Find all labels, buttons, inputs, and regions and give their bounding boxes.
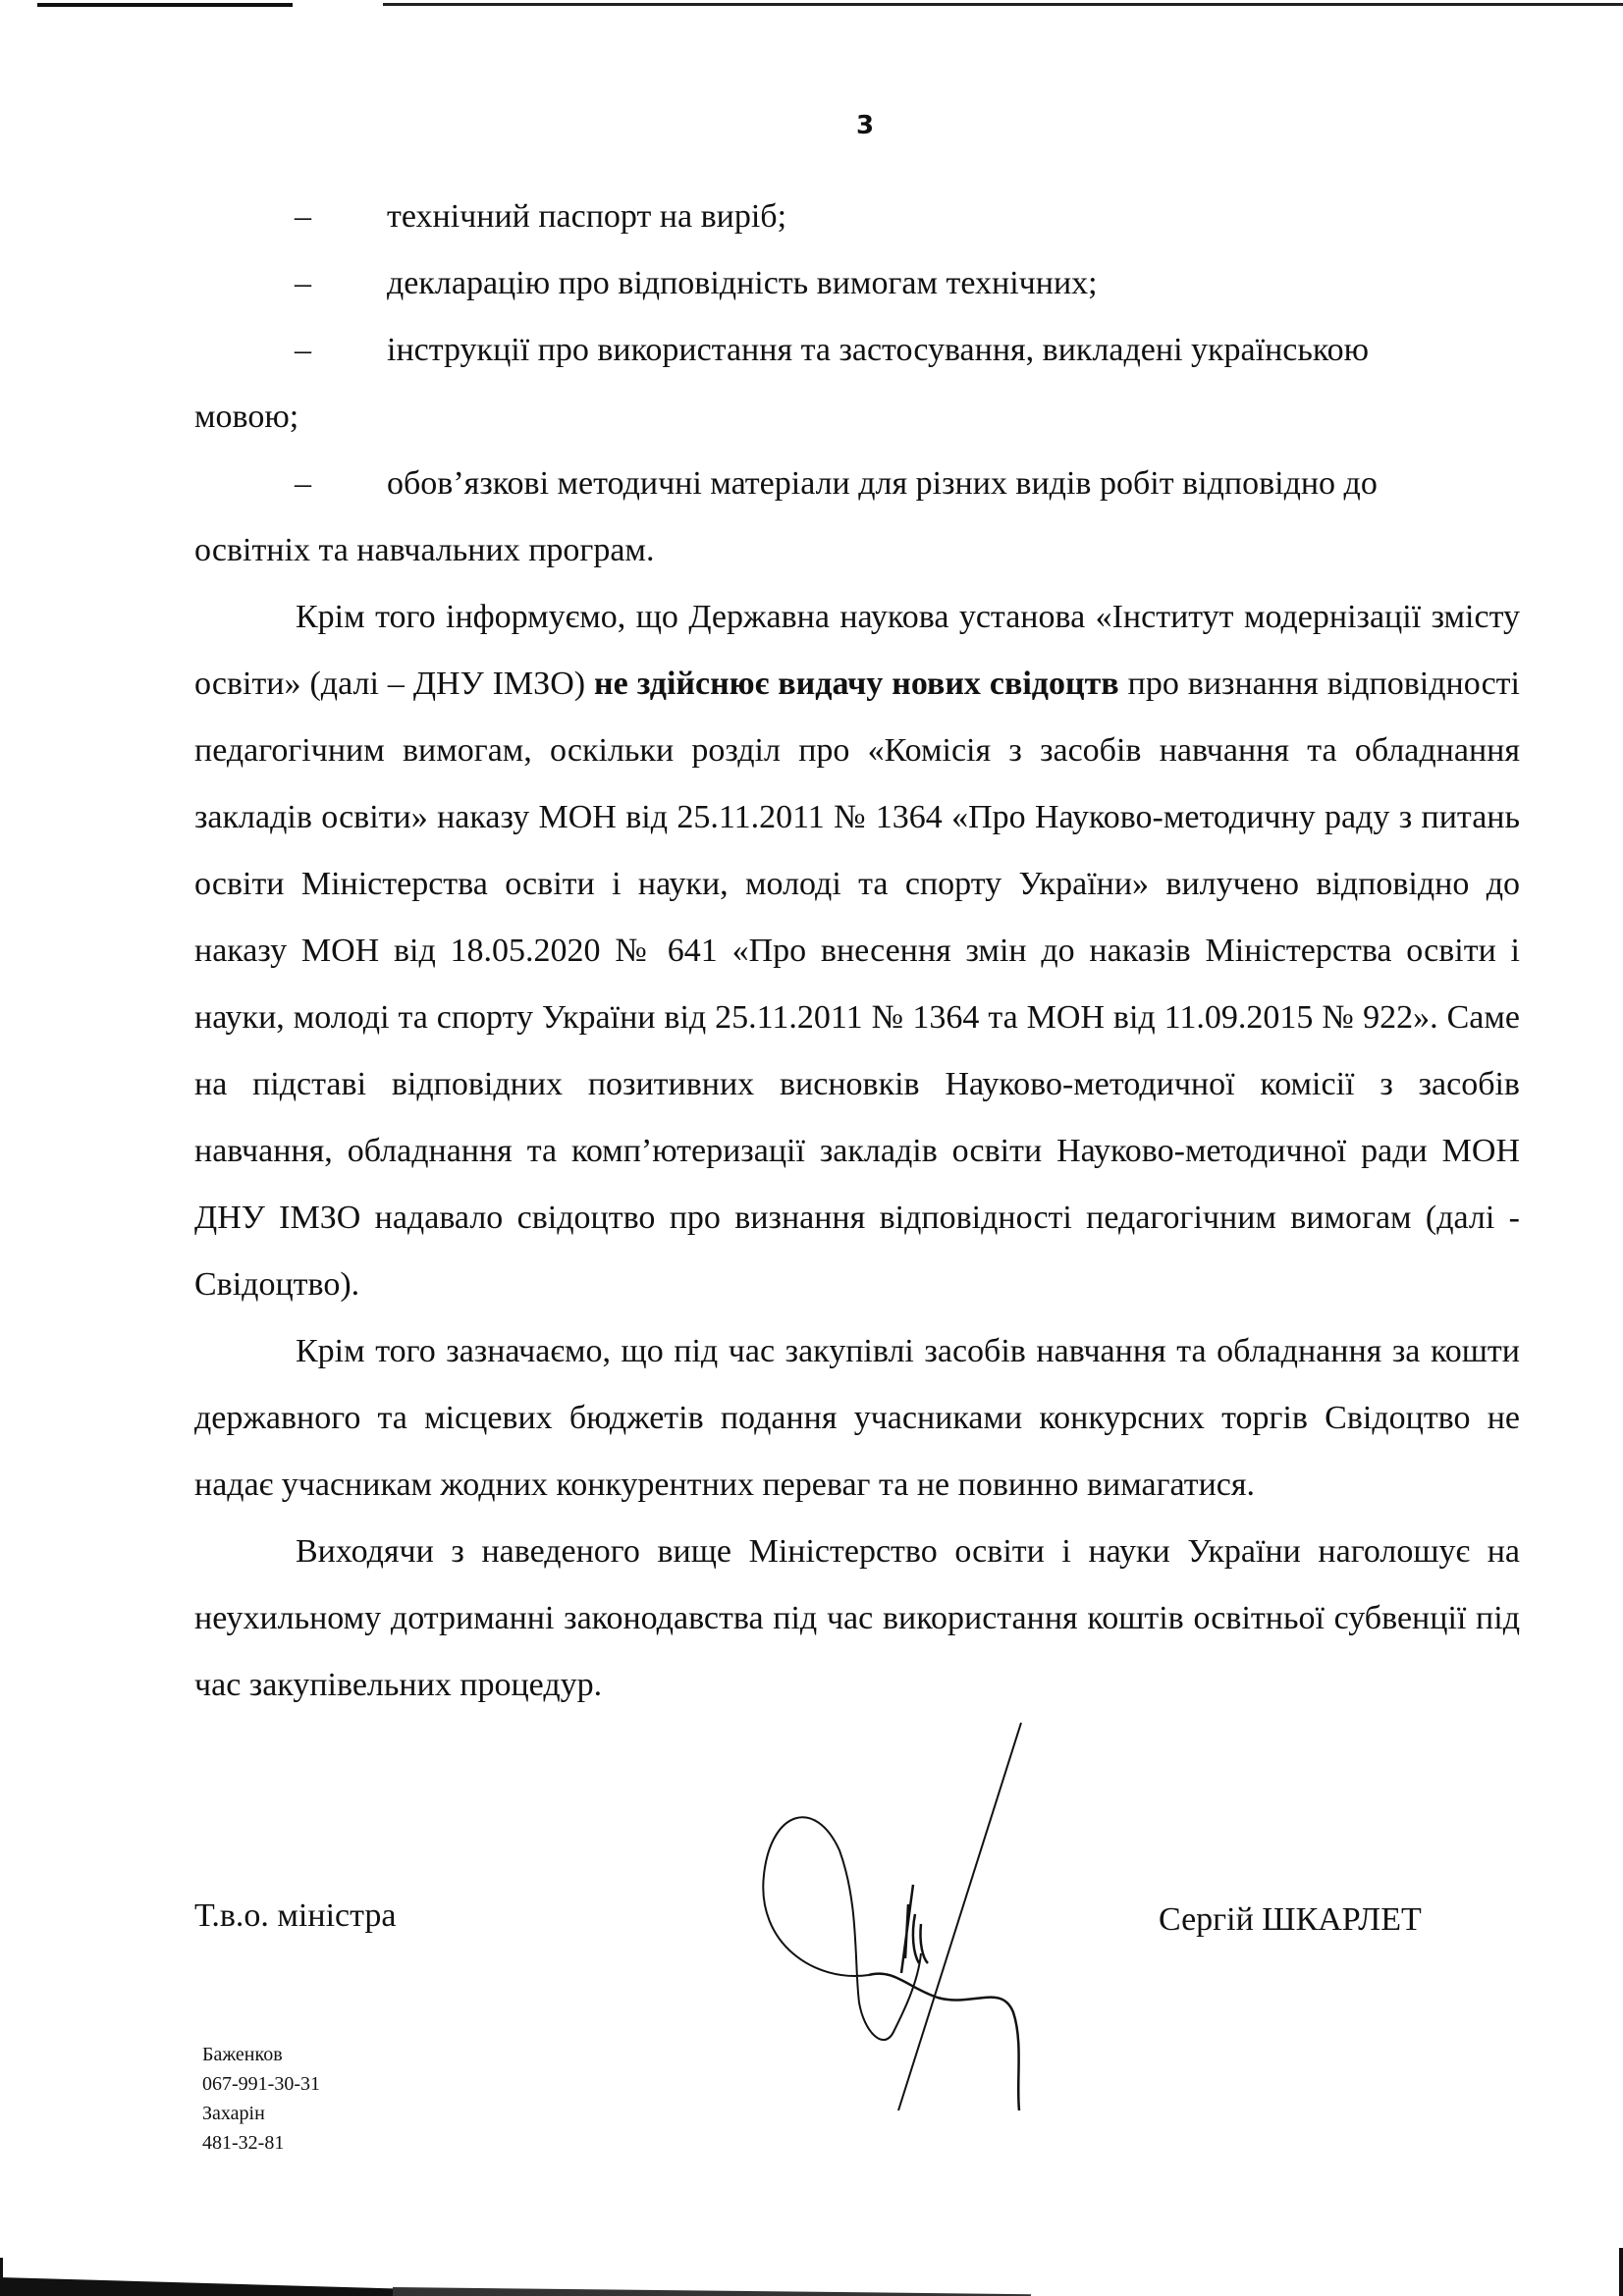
list-dash: – xyxy=(295,198,311,235)
document-body xyxy=(194,184,1520,1719)
contact-name: Баженков xyxy=(202,2044,283,2065)
list-item xyxy=(194,451,1520,584)
scan-edge-left xyxy=(0,2258,3,2296)
list-dash: – xyxy=(295,265,311,301)
contacts-footer xyxy=(202,2040,320,2158)
page-number: 3 xyxy=(856,111,875,140)
signatory-name: Сергій ШКАРЛЕТ xyxy=(1159,1901,1422,1938)
list-item-text: обов’язкові методичні матеріали для різних видів робіт відповідно до xyxy=(387,465,1378,502)
list-item xyxy=(194,317,1520,451)
paragraph-conclusion: Виходячи з наведеного вище Міністерство освіти і науки України наголошує на неухильному дотриманні законодавства під час використання коштів освітньої субвенції під час закупівельних процедур. xyxy=(194,1533,1520,1703)
handwritten-signature-icon xyxy=(746,1718,1041,2110)
contact-phone: 067-991-30-31 xyxy=(202,2073,320,2095)
list-dash: – xyxy=(295,332,311,368)
list-item xyxy=(194,250,1520,317)
list-item-text: технічний паспорт на виріб; xyxy=(387,198,787,235)
signatory-position: Т.в.о. міністра xyxy=(194,1897,397,1934)
list-item xyxy=(194,184,1520,250)
scan-edge-bottom-shadow xyxy=(393,2287,1031,2296)
contact-name: Захарін xyxy=(202,2103,265,2124)
list-item-text: декларацію про відповідність вимогам технічних; xyxy=(387,265,1098,301)
list-item-text: інструкції про використання та застосування, викладені українською xyxy=(387,332,1370,368)
paragraph-certificates xyxy=(194,584,1520,1318)
paragraph-text: про визнання відповідності педагогічним вимогам, оскільки розділ про «Комісія з засобів навчання та обладнання закладів освіти» наказу МОН від 25.11.2011 № 1364 «Про Науково-методичну раду з питань освіти Міністерства освіти і науки, молоді та спорту України» вилучено відповідно до наказу МОН від 18.05.2020 № 641 «Про внесення змін до наказів Міністерства освіти і науки, молоді та спорту України від 25.11.2011 № 1364 та МОН від 11.09.2015 № 922». Саме на підставі відповідних позитивних висновків Науково-методичної комісії з засобів навчання, обладнання та комп’ютеризації закладів освіти Науково-методичної ради МОН ДНУ ІМЗО надавало свідоцтво про визнання відповідності педагогічним вимогам (далі - Свідоцтво). xyxy=(194,666,1520,1303)
scan-edge-top-left xyxy=(37,3,293,7)
paragraph-procurement: Крім того зазначаємо, що під час закупівлі засобів навчання та обладнання за кошти державного та місцевих бюджетів подання учасниками конкурсних торгів Свідоцтво не надає учасникам жодних конкурентних переваг та не повинно вимагатися. xyxy=(194,1333,1520,1503)
list-dash: – xyxy=(295,465,311,502)
scan-edge-bottom xyxy=(0,2277,393,2296)
list-item-continuation: мовою; xyxy=(194,399,299,435)
paragraph-text: Крім того інформуємо, що Державна наукова установа «Інститут модернізації змісту освіти» (далі – ДНУ ІМЗО) xyxy=(194,599,1520,702)
scan-edge-top-right xyxy=(383,3,1623,6)
emphasis-text: не здійснює видачу нових свідоцтв xyxy=(594,666,1119,702)
list-item-continuation: освітніх та навчальних програм. xyxy=(194,532,655,568)
scan-edge-right xyxy=(1619,2248,1623,2296)
contact-phone: 481-32-81 xyxy=(202,2132,285,2154)
